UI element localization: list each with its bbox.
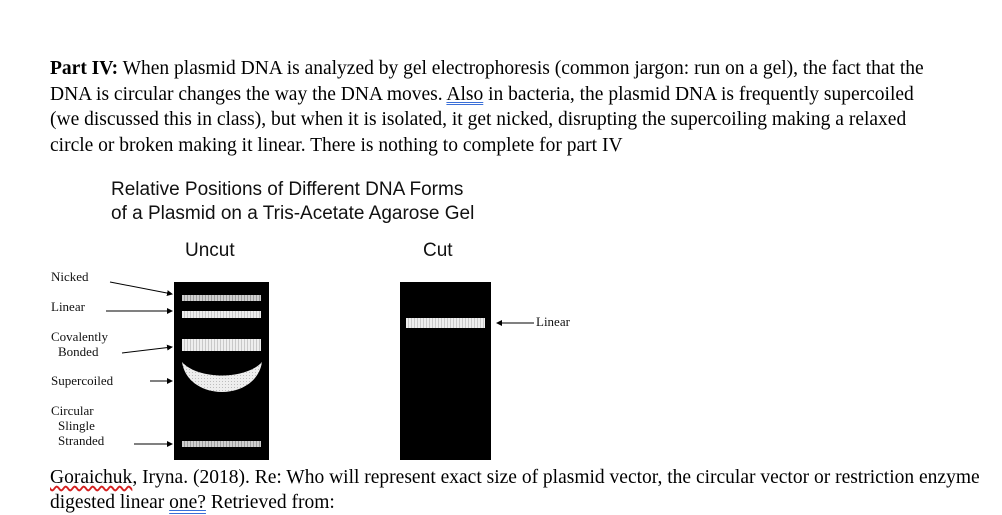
reference-text-1: , Iryna. (2018). Re: Who will represent exact size of plasmid vector, the circular vector or restriction enzyme digested linear: [50, 467, 980, 513]
part-heading: Part IV:: [50, 58, 119, 79]
reference-text-2: Retrieved from:: [205, 492, 335, 513]
label-supercoiled: Supercoiled: [51, 373, 114, 388]
label-covalently-bonded: Covalently Bonded: [51, 329, 109, 359]
paragraph-text-2: in bacteria, the plasmid DNA is frequently supercoiled (we discussed this in class), but when it is isolated, it get nicked, disrupting the supercoiling making a relaxed circle or broken making it linear. There is nothing to complete for part IV: [50, 83, 914, 156]
cut-column-header: Cut: [423, 240, 453, 261]
figure-title-line-2: of a Plasmid on a Tris-Acetate Agarose Gel: [111, 203, 475, 224]
figure-title-line-1: Relative Positions of Different DNA Forms: [111, 179, 464, 200]
covalently-bonded-arrow: [122, 347, 172, 353]
reference-citation: [50, 465, 980, 515]
paragraph-text-1: When plasmid DNA is analyzed by gel electrophoresis (common jargon: run on a gel), the fact that the DNA is circular changes the way the DNA moves.: [50, 58, 924, 105]
grammar-flagged-word[interactable]: Also: [446, 83, 484, 105]
uncut-column-header: Uncut: [185, 240, 235, 261]
label-linear: Linear: [51, 299, 85, 314]
grammar-flagged-word-2[interactable]: one?: [169, 492, 206, 513]
label-nicked: Nicked: [51, 269, 89, 284]
label-circular-single-stranded: Circular Slingle Stranded: [51, 403, 105, 448]
spelling-flagged-word[interactable]: Goraichuk: [50, 467, 133, 488]
label-cut-linear: Linear: [536, 314, 570, 329]
nicked-arrow: [110, 282, 172, 294]
